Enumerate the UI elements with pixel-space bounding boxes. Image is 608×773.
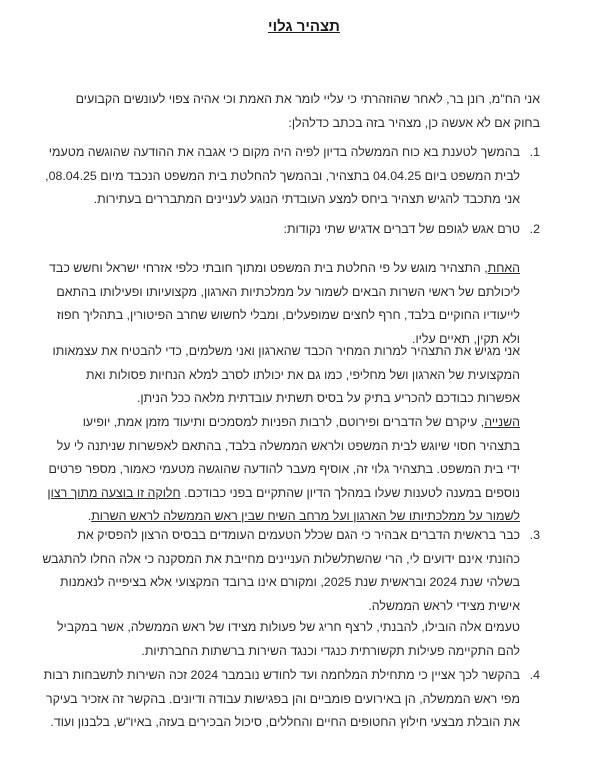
section-number: 3. — [529, 528, 540, 542]
section-3-cont-line-1: טעמים אלה הובילו, להבנתי, לרצף חריג של פעולות מצידו של ראש הממשלה, אשר במקביל — [56, 620, 520, 634]
section-1 — [45, 141, 540, 212]
section-1-line-2: לבית המשפט ביום 04.04.25 בתצהיר, ובהמשך להחלטת בית המשפט הנכבד מיום 08.04.25, — [45, 168, 520, 183]
point-two-line-3: ידי בית המשפט. בתצהיר גלוי זה, אוסיף מעבר להודעה שהוגשה מטעמי כאמור, מספר פרטים — [48, 462, 520, 476]
point-two-label: השנייה — [484, 415, 520, 429]
section-3-line-2: כהונתי אינם ידועים לי, הרי שהשתלשלות העניינים מחייבת את המסקנה כי אלה החלו להתגבש — [42, 551, 520, 566]
intro-line-2: בחוק אם לא אעשה כן, מצהיר בזה בכתב כדלהלן: — [288, 115, 540, 130]
section-1-line-1: בהמשך לטענת בא כוח הממשלה בדיון לפיה היה מקום כי אגבה את ההודעה שהוגשה מטעמי — [48, 145, 520, 159]
point-two-line-2: בתצהיר חסוי שיוגש לבית המשפט ולראש הממשלה בלבד, בהתאם לאפשרות שניתנה לי על — [56, 438, 520, 453]
section-3-line-4: אישית מצידי לראש הממשלה. — [368, 598, 520, 613]
point-two-line-5-end: . — [87, 509, 92, 523]
section-2 — [60, 218, 540, 242]
section-3-line-1: כבר בראשית הדברים אבהיר כי הגם שכלל הטעמים העומדים בבסיס הרצון להפסיק את — [77, 528, 520, 542]
point-one-line-4: ולא תקין, תאיים עליו. — [412, 331, 520, 346]
document-title: תצהיר גלוי — [268, 18, 340, 35]
section-3-line-3: בשלהי שנת 2024 ובראשית שנת 2025, ומקורם אינו ברובד המקצועי אלא בציפייה לנאמנות — [60, 575, 520, 589]
section-2-line-1: טרם אגש לגופם של דברים אדגיש שתי נקודות: — [283, 222, 520, 236]
point-one-cont-line-1: אני מגיש את התצהיר למרות המחיר הכבד שהארגון ואני משלמים, כדי להבטיח את עצמאותו — [52, 344, 520, 358]
section-4-line-3: את הובלת מבצעי חילוץ החטופים החיים והחללים, סיכול הבכירים בעזה, באיו"ש, בלבנון ועוד. — [50, 715, 520, 729]
point-one-label: האחת — [487, 261, 520, 275]
point-one-line-1-text: , התצהיר מוגש על פי החלטת בית המשפט ומתוך חובתי כלפי אזרחי ישראל וחשש כבד — [49, 261, 488, 275]
point-two-line-1 — [60, 411, 520, 435]
point-two-line-1-text: , עיקרם של הדברים ופירוטם, לרבות הפניות למסמכים ותיעוד מזמן אמת, יופיעו — [82, 415, 485, 429]
section-1-line-3: אני מתכבד להגיש תצהיר ביחס למצע העובדתי הנוגע לעניינים המתבררים בעתירות. — [93, 192, 520, 206]
point-one-line-3: לייעודיו החוקיים בלבד, חרף לחצים שמופעלים, ומבלי לחשוש שחרב הפיטורין, בתהליך חפוז — [56, 308, 520, 322]
point-one-cont-line-3: אפשרות כבודכם להכריע בתיק על בסיס תשתית עובדתית מלאה ככל הניתן. — [136, 391, 520, 405]
section-number: 1. — [529, 145, 540, 159]
section-3-continuation — [56, 616, 520, 663]
section-3 — [42, 524, 540, 618]
section-4-line-2: מפי ראש הממשלה, הן באירועים פומביים והן בפגישות עבודה ודיונים. בהקשר זה אזכיר בעיקר — [46, 691, 520, 706]
intro-line-1: אני הח"מ, רונן בר, לאחר שהוזהרתי כי עליי לומר את האמת וכי אהיה צפוי לעונשים הקבועים — [75, 92, 540, 106]
point-two-underlined-start: חלוקה זו בוצעה מתוך רצון — [47, 485, 181, 500]
section-number: 2. — [529, 222, 540, 236]
point-two-line-4-text: נוספים במענה לטענות שעלו במהלך הדיון שהתקיים בפני כבודכם. — [180, 485, 520, 500]
point-one-line-2: ליכולתם של ראשי השרות הבאים לשמור על ממלכתיות הארגון, מקצועיותו ופעילותו בהתאם — [56, 284, 520, 299]
point-one-cont-line-2: המקצועית של הארגון ושל מחליפי, כמו גם את יכולתו לסרב למלא הנחיות פסולות ואת — [86, 367, 520, 382]
point-two-line-4 — [47, 482, 520, 506]
point-one-line-1 — [49, 257, 520, 281]
section-4-line-1: בהקשר לכך אציין כי מתחילת המלחמה ועד לחודש נובמבר 2024 זכה השירות לתשבחות רבות — [43, 668, 520, 682]
section-4 — [43, 664, 540, 735]
point-one-continuation — [52, 340, 520, 411]
section-3-cont-line-2: להם התקיימה פעילות תקשורתית כנגדי וכנגד השירות ברשתות החברתיות. — [141, 643, 520, 658]
intro-paragraph — [60, 88, 540, 135]
section-number: 4. — [529, 668, 540, 682]
point-two-underlined-end: לשמור על ממלכתיותו של הארגון ועל מרחב השיח שבין ראש הממשלה לראש השרות — [91, 509, 520, 523]
point-two-paragraph — [47, 411, 520, 529]
